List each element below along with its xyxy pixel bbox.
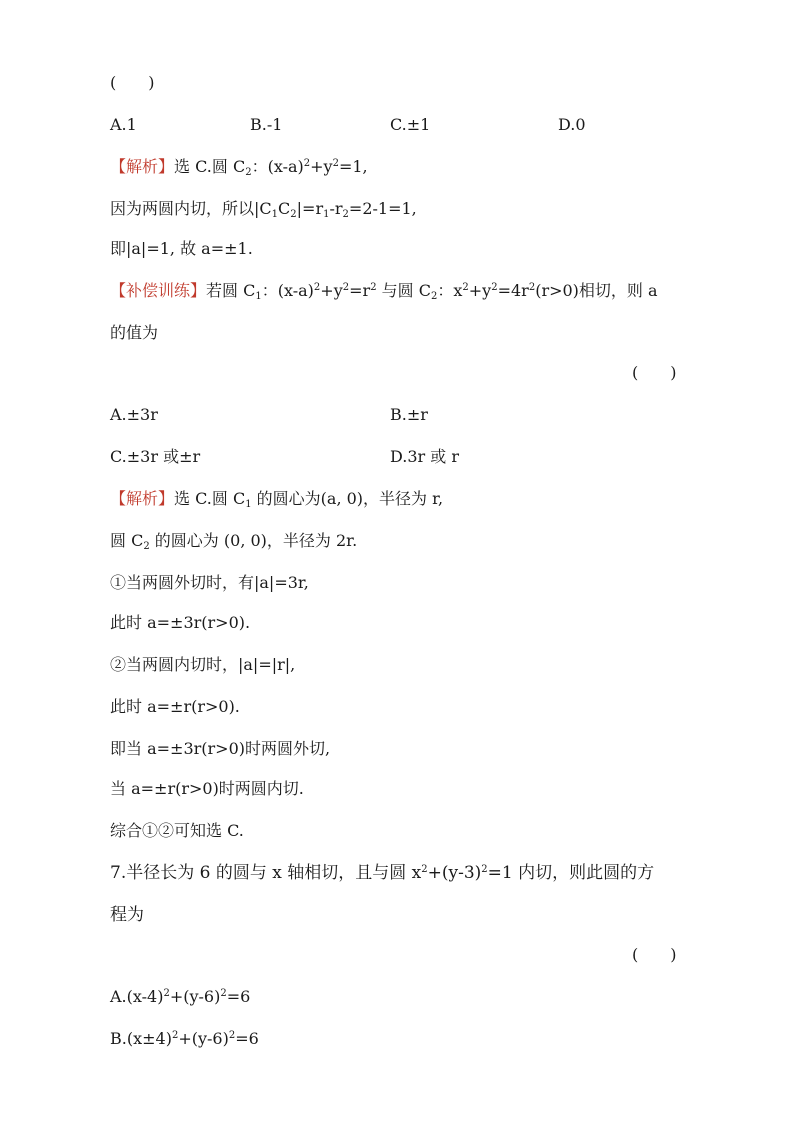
q6-answer-paren: ( ) [110, 73, 155, 92]
supplement-answer-paren: ( ) [632, 363, 677, 382]
supplement-option-a: A.±3r [110, 405, 158, 424]
analysis2-line8: 当 a=±r(r>0)时两圆内切. [110, 779, 304, 798]
analysis2-line3: ①当两圆外切时，有|a|=3r, [110, 573, 309, 592]
analysis2-line5: ②当两圆内切时，|a|=|r|, [110, 655, 296, 674]
q7-option-a: $A.(x-4)^2+(y-6)^2=6$ [110, 987, 251, 1006]
q7-stem-line1: 7.半径长为 6 的圆与 x 轴相切，且与圆 $x^2+(y-3)^2=1$ 内切，则此圆的方 [110, 863, 655, 883]
supplement-tag: 【补偿训练】 [110, 281, 207, 300]
q6-option-c: C.±1 [390, 115, 431, 134]
analysis1-line3: 即|a|=1, 故 a=±1. [110, 239, 253, 258]
q6-option-b: B.-1 [250, 115, 283, 134]
supplement-line1: 【补偿训练】若圆 $C_1$：$(x-a)^2+y^2=r^2$ 与圆 $C_2$：$x^2+y^2=4r^2(r>0)$相切，则 a [110, 281, 658, 302]
q7-option-b: $B.(x\pm 4)^2+(y-6)^2=6$ [110, 1029, 259, 1048]
analysis-tag: 【解析】 [110, 489, 175, 508]
analysis1-line1: 【解析】选 C.圆 $C_2$：$(x-a)^2+y^2=1$, [110, 157, 368, 178]
analysis2-line9: 综合①②可知选 C. [110, 821, 244, 840]
q7-answer-paren: ( ) [632, 945, 677, 964]
q6-option-a: A.1 [110, 115, 137, 134]
analysis2-line4: 此时 a=±3r(r>0). [110, 613, 251, 632]
analysis2-line6: 此时 a=±r(r>0). [110, 697, 240, 716]
analysis2-line2: 圆 $C_2$ 的圆心为 (0, 0)，半径为 2r. [110, 531, 358, 552]
supplement-line2: 的值为 [110, 323, 159, 342]
analysis1-line2: 因为两圆内切，所以$|C_1C_2|=r_1-r_2=2-1=1$, [110, 199, 417, 220]
supplement-option-c: C.±3r 或±r [110, 447, 201, 466]
q6-option-d: D.0 [558, 115, 586, 134]
analysis2-line1: 【解析】选 C.圆 $C_1$ 的圆心为(a, 0)，半径为 r, [110, 489, 444, 510]
supplement-option-b: B.±r [390, 405, 428, 424]
q7-stem-line2: 程为 [110, 905, 144, 925]
analysis2-line7: 即当 a=±3r(r>0)时两圆外切, [110, 739, 331, 758]
analysis-tag: 【解析】 [110, 157, 175, 176]
supplement-option-d: D.3r 或 r [390, 447, 459, 466]
